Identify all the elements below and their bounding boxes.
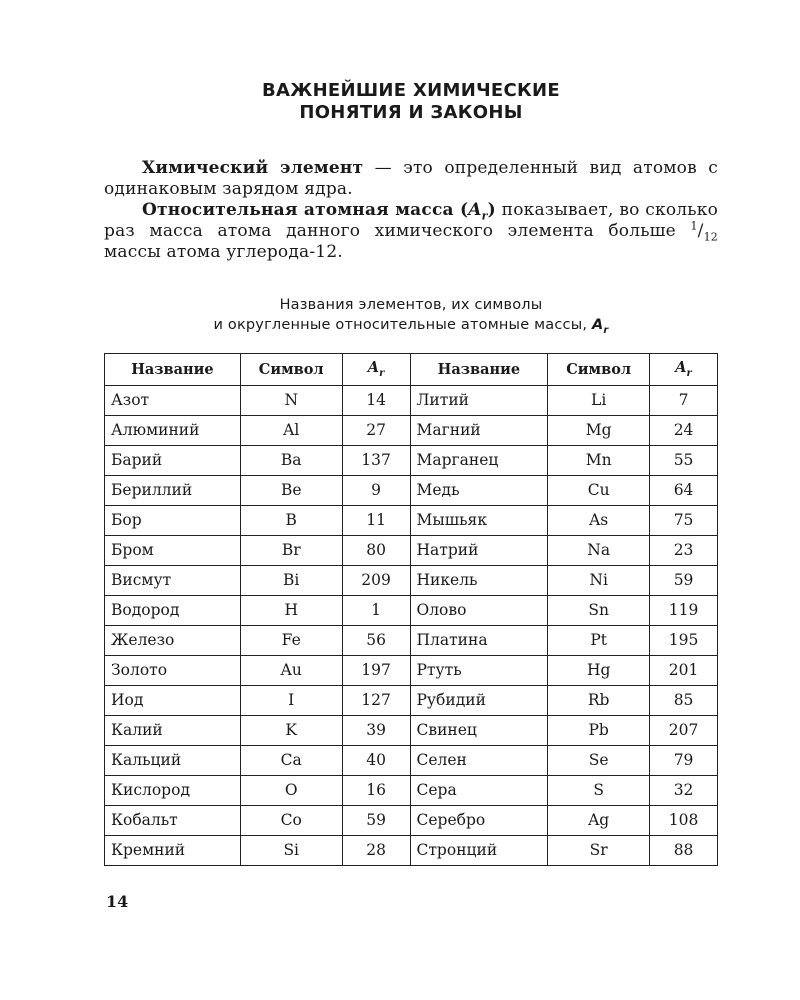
element-atomic-mass: 88 [650,835,718,865]
definition-text-after: массы атома углерода-12. [104,242,343,262]
element-name: Серебро [410,805,548,835]
element-symbol: Be [240,475,342,505]
element-atomic-mass: 23 [650,535,718,565]
element-symbol: Co [240,805,342,835]
element-name: Бериллий [105,475,241,505]
element-symbol: O [240,775,342,805]
table-row [105,505,718,535]
ar-symbol: A [468,200,482,220]
element-symbol: Al [240,415,342,445]
table-row [105,565,718,595]
header-name-1: Название [105,353,241,385]
element-atomic-mass: 195 [650,625,718,655]
page-title [104,80,718,124]
element-name: Натрий [410,535,548,565]
title-line-1: ВАЖНЕЙШИЕ ХИМИЧЕСКИЕ [261,80,561,101]
header-ar-symbol: A [675,359,687,377]
fraction-numerator: 1 [690,219,698,233]
element-atomic-mass: 9 [342,475,410,505]
table-row [105,595,718,625]
table-row [105,415,718,445]
element-atomic-mass: 80 [342,535,410,565]
table-row [105,775,718,805]
table-row [105,655,718,685]
page-content [104,80,718,866]
element-atomic-mass: 40 [342,745,410,775]
table-row [105,535,718,565]
header-symbol-2: Символ [548,353,650,385]
element-atomic-mass: 137 [342,445,410,475]
header-symbol-1: Символ [240,353,342,385]
element-atomic-mass: 85 [650,685,718,715]
header-ar-subscript: r [379,368,385,380]
element-atomic-mass: 56 [342,625,410,655]
element-symbol: Sn [548,595,650,625]
element-atomic-mass: 14 [342,385,410,415]
element-symbol: Bi [240,565,342,595]
element-atomic-mass: 64 [650,475,718,505]
header-ar-subscript: r [686,368,692,380]
element-atomic-mass: 59 [342,805,410,835]
caption-ar-subscript: r [603,324,609,336]
definition-text-before: показывает, во сколько раз масса атома данного химического элемента больше [104,200,718,241]
element-name: Барий [105,445,241,475]
element-symbol: Fe [240,625,342,655]
caption-line-2: и округленные относительные атомные массы, [213,317,592,333]
element-name: Сера [410,775,548,805]
table-row [105,835,718,865]
element-name: Калий [105,715,241,745]
table-row [105,385,718,415]
element-atomic-mass: 28 [342,835,410,865]
element-name: Мышьяк [410,505,548,535]
element-name: Азот [105,385,241,415]
definition-text: — это определенный вид атомов с одинаковым зарядом ядра. [104,158,718,199]
element-name: Кобальт [105,805,241,835]
element-symbol: Ni [548,565,650,595]
element-name: Медь [410,475,548,505]
term-chemical-element: Химический элемент [142,158,364,178]
element-symbol: Pb [548,715,650,745]
element-symbol: N [240,385,342,415]
element-symbol: Au [240,655,342,685]
element-atomic-mass: 39 [342,715,410,745]
element-name: Алюминий [105,415,241,445]
element-atomic-mass: 16 [342,775,410,805]
element-name: Бор [105,505,241,535]
element-name: Никель [410,565,548,595]
table-row [105,475,718,505]
element-atomic-mass: 108 [650,805,718,835]
table-caption [104,295,718,341]
fraction-denominator: 12 [703,230,718,244]
element-name: Селен [410,745,548,775]
element-name: Марганец [410,445,548,475]
element-symbol: K [240,715,342,745]
element-atomic-mass: 197 [342,655,410,685]
element-atomic-mass: 32 [650,775,718,805]
ar-subscript: r [481,209,488,223]
element-symbol: I [240,685,342,715]
element-symbol: Hg [548,655,650,685]
element-name: Висмут [105,565,241,595]
element-name: Ртуть [410,655,548,685]
definition-chemical-element [104,158,718,200]
element-atomic-mass: 201 [650,655,718,685]
element-atomic-mass: 1 [342,595,410,625]
element-name: Железо [105,625,241,655]
element-atomic-mass: 55 [650,445,718,475]
page-number: 14 [106,892,129,911]
caption-ar-symbol: A [591,317,604,333]
element-symbol: Li [548,385,650,415]
element-symbol: Mg [548,415,650,445]
term-close: ) [487,200,496,220]
element-symbol: Si [240,835,342,865]
element-atomic-mass: 24 [650,415,718,445]
element-symbol: Br [240,535,342,565]
element-name: Рубидий [410,685,548,715]
element-name: Стронций [410,835,548,865]
fraction-slash: / [697,221,704,241]
element-symbol: Se [548,745,650,775]
element-atomic-mass: 11 [342,505,410,535]
element-symbol: Sr [548,835,650,865]
element-name: Кальций [105,745,241,775]
element-symbol: Rb [548,685,650,715]
element-name: Бром [105,535,241,565]
element-atomic-mass: 59 [650,565,718,595]
header-ar-1 [342,353,410,385]
table-header-row [105,353,718,385]
element-symbol: Na [548,535,650,565]
element-name: Золото [105,655,241,685]
table-row [105,715,718,745]
element-atomic-mass: 209 [342,565,410,595]
element-name: Литий [410,385,548,415]
element-name: Кремний [105,835,241,865]
element-symbol: Pt [548,625,650,655]
element-symbol: Ba [240,445,342,475]
element-symbol: As [548,505,650,535]
header-ar-2 [650,353,718,385]
definitions [104,158,718,263]
element-atomic-mass: 119 [650,595,718,625]
element-name: Кислород [105,775,241,805]
element-symbol: S [548,775,650,805]
table-row [105,625,718,655]
element-atomic-mass: 7 [650,385,718,415]
element-symbol: Ca [240,745,342,775]
element-atomic-mass: 79 [650,745,718,775]
term-text: Относительная атомная масса ( [142,200,469,220]
table-row [105,745,718,775]
element-symbol: Mn [548,445,650,475]
element-name: Водород [105,595,241,625]
element-name: Магний [410,415,548,445]
element-atomic-mass: 75 [650,505,718,535]
table-body [105,385,718,865]
term-relative-atomic-mass [142,200,496,223]
element-symbol: H [240,595,342,625]
element-symbol: B [240,505,342,535]
element-symbol: Ag [548,805,650,835]
element-atomic-mass: 127 [342,685,410,715]
element-symbol: Cu [548,475,650,505]
caption-line-1: Названия элементов, их символы [279,297,543,313]
element-atomic-mass: 207 [650,715,718,745]
element-name: Олово [410,595,548,625]
header-name-2: Название [410,353,548,385]
element-name: Платина [410,625,548,655]
table-row [105,445,718,475]
title-line-2: ПОНЯТИЯ И ЗАКОНЫ [299,102,523,123]
element-atomic-mass: 27 [342,415,410,445]
definition-relative-atomic-mass [104,200,718,263]
header-ar-symbol: A [367,359,380,377]
element-name: Иод [105,685,241,715]
elements-table [104,353,718,866]
table-row [105,685,718,715]
element-name: Свинец [410,715,548,745]
table-row [105,805,718,835]
